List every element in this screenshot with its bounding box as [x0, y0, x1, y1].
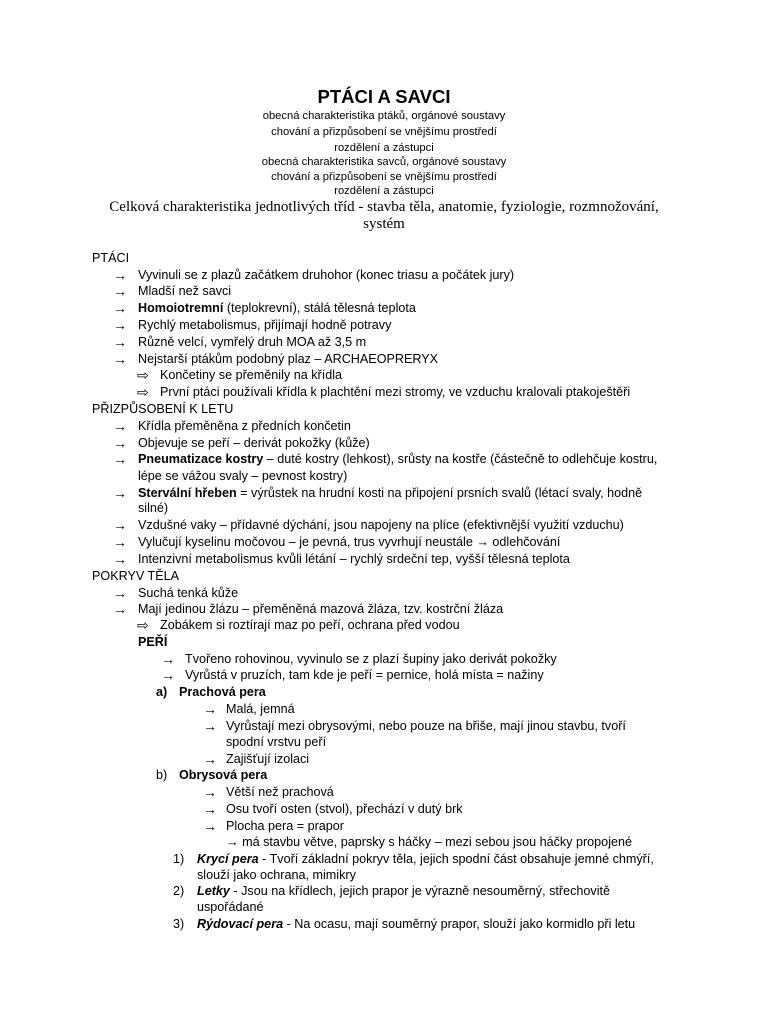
list-item: Vzdušné vaky – přídavné dýchání, jsou napojeny na plíce (efektivnější využití vzduchu) [138, 518, 624, 532]
subtitle-line: obecná charakteristika savců, orgánové soustavy [261, 156, 507, 168]
item-text: = výrůstek na hrudní kosti na připojení prsních svalů (létací svaly, hodně [236, 486, 643, 500]
right-arrow-icon: → [113, 283, 127, 299]
hollow-arrow-icon: ⇨ [137, 384, 149, 400]
right-arrow-icon: → [113, 517, 127, 533]
general-description-cont: systém [363, 216, 405, 232]
right-arrow-icon: → [113, 334, 127, 350]
list-item-cont: uspořádané [197, 900, 264, 914]
small-arrow-icon: → [203, 801, 217, 817]
list-item: Suchá tenká kůže [138, 586, 239, 600]
list-item: Větší než prachová [226, 785, 334, 799]
list-item: Mladší než savci [138, 284, 232, 298]
list-item: Osu tvoří osten (stvol), přechází v dutý brk [226, 802, 463, 816]
small-arrow-icon: → [203, 718, 217, 734]
list-item: Nejstarší ptákům podobný plaz – ARCHAEOPRERYX [138, 352, 439, 366]
sub-item: Zobákem si roztírají maz po peří, ochrana před vodou [160, 618, 460, 632]
right-arrow-icon: → [113, 585, 127, 601]
section-heading-birds: PTÁCI [92, 251, 130, 265]
item-text: (teplokrevní), stálá tělesná teplota [223, 301, 416, 315]
bold-term: Rýdovací pera [197, 917, 284, 931]
right-arrow-icon: → [161, 651, 175, 667]
list-item: Mají jedinou žlázu – přeměněná mazová žláza, tzv. kostrční žláza [138, 602, 504, 616]
item-text: – duté kostry (lehkost), srůsty na kostře (částečně to odlehčuje kostru, [263, 452, 658, 466]
list-label: 3) [173, 917, 185, 931]
list-item: Objevuje se peří – derivát pokožky (kůže) [138, 436, 370, 450]
small-arrow-icon: → [203, 784, 217, 800]
section-heading-flight: PŘIZPŮSOBENÍ K LETU [92, 402, 234, 416]
small-arrow-icon: → [203, 701, 217, 717]
sub-item: Končetiny se přeměnily na křídla [160, 368, 343, 382]
small-arrow-icon: → [203, 818, 217, 834]
list-item: Vylučují kyselinu močovou – je pevná, trus vyvrhují neustále → odlehčování [138, 535, 561, 549]
item-text: - Jsou na křídlech, jejich prapor je výrazně nesouměrný, střechovitě [229, 884, 610, 898]
list-label: b) [156, 768, 168, 782]
small-arrow-icon: → [203, 751, 217, 767]
right-arrow-icon: → [113, 485, 127, 501]
right-arrow-icon: → [161, 667, 175, 683]
list-item: Tvořeno rohovinou, vyvinulo se z plazí šupiny jako derivát pokožky [185, 652, 557, 666]
right-arrow-icon: → [113, 317, 127, 333]
subtitle-line: rozdělení a zástupci [334, 142, 434, 154]
list-item [197, 883, 610, 899]
subtitle-line: rozdělení a zástupci [334, 185, 434, 197]
hollow-arrow-icon: ⇨ [137, 617, 149, 633]
right-arrow-icon: → [113, 551, 127, 567]
subheading-contour-feathers: Obrysová pera [179, 768, 268, 782]
item-text: - Na ocasu, mají souměrný prapor, slouží jako kormidlo při letu [283, 917, 636, 931]
list-item: Intenzivní metabolismus kvůli létání – rychlý srdeční tep, vyšší tělesná teplota [138, 552, 570, 566]
list-item [138, 485, 642, 501]
list-item [138, 300, 416, 316]
list-item-cont: lépe se vážou svaly – pevnost kostry) [138, 469, 348, 483]
sub-item: První ptáci používali křídla k plachtění mezi stromy, ve vzduchu kralovali ptakoještěři [160, 385, 631, 399]
right-arrow-icon: → [113, 300, 127, 316]
right-arrow-icon: → [113, 267, 127, 283]
list-item: Různě velcí, vymřelý druh MOA až 3,5 m [138, 335, 367, 349]
right-arrow-icon: → [113, 435, 127, 451]
list-item: Vyrůstají mezi obrysovými, nebo pouze na břiše, mají jinou stavbu, tvoří [226, 719, 626, 733]
list-item-sub: → má stavbu větve, paprsky s háčky – mezi sebou jsou háčky propojené [226, 835, 633, 849]
right-arrow-icon: → [113, 601, 127, 617]
section-heading-body-cover: POKRYV TĚLA [92, 569, 180, 583]
list-label: 1) [173, 852, 185, 866]
list-item: Zajišťují izolaci [226, 752, 310, 766]
bold-term: Letky [197, 884, 230, 898]
list-item-cont: spodní vrstvu peří [226, 735, 327, 749]
list-item: Vyrůstá v pruzích, tam kde je peří = pernice, holá místa = nažiny [185, 668, 544, 682]
list-item-cont: silné) [138, 501, 169, 515]
bold-term: Homoiotremní [138, 301, 224, 315]
bold-term: Pneumatizace kostry [138, 452, 264, 466]
list-item: Plocha pera = prapor [226, 819, 344, 833]
subtitle-line: chování a přizpůsobení se vnějšímu prostředí [271, 126, 497, 138]
item-text: - Tvoří základní pokryv těla, jejich spodní část obsahuje jemné chmýří, [258, 852, 654, 866]
list-label: a) [156, 685, 168, 699]
list-item [197, 916, 635, 932]
hollow-arrow-icon: ⇨ [137, 367, 149, 383]
list-label: 2) [173, 884, 185, 898]
general-description: Celková charakteristika jednotlivých tříd - stavba těla, anatomie, fyziologie, rozmnožování, [109, 199, 659, 215]
subheading-feathers: PEŘÍ [138, 635, 168, 649]
list-item: Vyvinuli se z plazů začátkem druhohor (konec triasu a počátek jury) [138, 268, 515, 282]
subtitle-line: chování a přizpůsobení se vnějšímu prostředí [271, 171, 497, 183]
list-item: Křídla přeměněna z předních končetin [138, 419, 351, 433]
right-arrow-icon: → [113, 418, 127, 434]
list-item: Malá, jemná [226, 702, 295, 716]
subtitle-line: obecná charakteristika ptáků, orgánové soustavy [262, 110, 506, 122]
page-title: PTÁCI A SAVCI [317, 86, 451, 107]
list-item-cont: slouží jako ochrana, mimikry [197, 868, 356, 882]
right-arrow-icon: → [113, 534, 127, 550]
right-arrow-icon: → [113, 451, 127, 467]
subheading-down-feathers: Prachová pera [179, 685, 266, 699]
list-item: Rychlý metabolismus, přijímají hodně potravy [138, 318, 392, 332]
bold-term: Krycí pera [197, 852, 259, 866]
right-arrow-icon: → [113, 351, 127, 367]
list-item [138, 451, 657, 467]
list-item [197, 851, 654, 867]
bold-term: Stervální hřeben [138, 486, 237, 500]
